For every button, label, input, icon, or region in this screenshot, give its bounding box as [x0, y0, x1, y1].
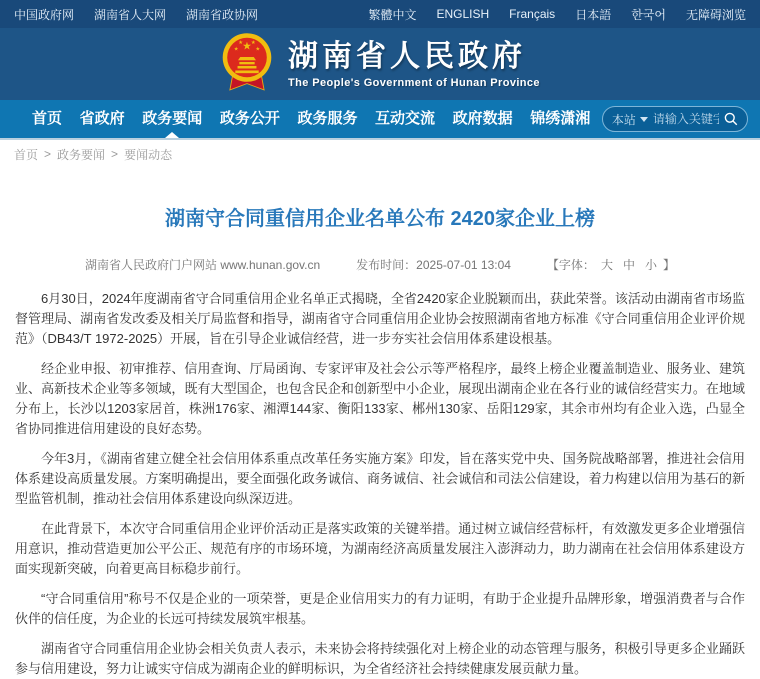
font-size-small-button[interactable]: 小	[644, 258, 657, 272]
topbar-right-links	[368, 6, 746, 23]
article-source: 湖南省人民政府门户网站 www.hunan.gov.cn	[84, 258, 321, 272]
publish-time: 发布时间：2025-07-01 13:04	[356, 258, 511, 272]
article-container	[0, 206, 760, 679]
svg-text:★: ★	[250, 40, 256, 46]
topbar-link-china-gov[interactable]: 中国政府网	[14, 7, 75, 22]
font-size-medium-button[interactable]: 中	[622, 258, 635, 272]
article-meta	[15, 256, 745, 273]
article-title: 湖南守合同重信用企业名单公布 2420家企业上榜	[164, 208, 596, 230]
caret-down-icon	[640, 117, 648, 122]
breadcrumb	[0, 140, 760, 168]
nav-item-splendid-xiaoxiang[interactable]: 锦绣潇湘	[530, 110, 591, 127]
svg-text:★: ★	[242, 40, 252, 53]
breadcrumb-separator: >	[111, 147, 119, 161]
search-icon[interactable]	[724, 112, 738, 126]
topbar-link-hunan-cppcc[interactable]: 湖南省政协网	[186, 7, 259, 22]
nav-item-home[interactable]: 首页	[32, 110, 63, 127]
breadcrumb-home[interactable]: 首页	[14, 147, 39, 162]
nav-item-interaction[interactable]: 互动交流	[375, 110, 436, 127]
site-masthead	[0, 28, 760, 100]
font-size-prefix: 【字体：	[546, 258, 595, 272]
top-utility-bar	[0, 0, 760, 28]
article-paragraph: 经企业申报、初审推荐、信用查询、厅局函询、专家评审及社会公示等严格程序，最终上榜企业覆盖制造业、服务业、建筑业、高新技术企业等多领域，既有大型国企，也包含民企和创新型中小企业，展现出湖南企业在各行业的诚信经营实力。在地域分布上，长沙以1203家居首，株洲176家、湘潭144家、衡阳133家、郴州130家、岳阳129家，其余市州均有企业入选，凸显全省协同推进信用建设的良好态势。	[15, 361, 745, 436]
article-body	[15, 289, 745, 679]
masthead-titles	[288, 40, 540, 89]
topbar-link-accessibility[interactable]: 无障碍浏览	[685, 7, 746, 22]
font-size-large-button[interactable]: 大	[600, 258, 613, 272]
nav-item-information-disclosure[interactable]: 政务公开	[219, 110, 280, 127]
site-subtitle: The People's Government of Hunan Province	[288, 76, 540, 89]
topbar-link-hunan-npc[interactable]: 湖南省人大网	[94, 7, 167, 22]
breadcrumb-current-news-dynamics: 要闻动态	[124, 147, 173, 162]
svg-text:★: ★	[233, 46, 239, 53]
article-paragraph: 在此背景下，本次守合同重信用企业评价活动正是落实政策的关键举措。通过树立诚信经营标杆，有效激发更多企业增强信用意识，推动营造更加公平公正、规范有序的市场环境，为湖南经济高质量发展注入澎湃动力，助力湖南在社会信用体系建设方面实现新突破，向着更高目标稳步前行。	[15, 521, 745, 576]
svg-text:★: ★	[255, 46, 261, 53]
breadcrumb-government-news[interactable]: 政务要闻	[57, 147, 106, 162]
site-title: 湖南省人民政府	[288, 39, 527, 73]
font-size-controls	[547, 256, 675, 273]
topbar-link-french[interactable]: Français	[509, 7, 556, 21]
article-paragraph: 湖南省守合同重信用企业协会相关负责人表示，未来协会将持续强化对上榜企业的动态管理与服务，积极引导更多企业踊跃参与信用建设，努力让诚实守信成为湖南企业的鲜明标识，为全省经济社会持续健康发展贡献力量。	[15, 641, 745, 676]
topbar-link-traditional-chinese[interactable]: 繁體中文	[368, 7, 417, 22]
nav-item-provincial-government[interactable]: 省政府	[79, 110, 125, 127]
nav-item-government-services[interactable]: 政务服务	[297, 110, 358, 127]
topbar-link-japanese[interactable]: 日本語	[575, 7, 612, 22]
breadcrumb-separator: >	[44, 147, 52, 161]
search-scope-dropdown[interactable]	[612, 111, 648, 128]
font-size-suffix: 】	[662, 258, 675, 272]
article-paragraph: 今年3月，《湖南省建立健全社会信用体系重点改革任务实施方案》印发，旨在落实党中央、国务院战略部署，推进社会信用体系建设高质量发展。方案明确提出，要全面强化政务诚信、商务诚信、社会诚信和司法公信建设，着力构建以信用为基石的新型监管机制，推动社会信用体系建设向纵深迈进。	[15, 451, 745, 506]
topbar-left-links	[14, 6, 258, 23]
svg-text:★: ★	[238, 40, 244, 46]
topbar-link-korean[interactable]: 한국어	[631, 7, 666, 22]
article-paragraph: “守合同重信用”称号不仅是企业的一项荣誉，更是企业信用实力的有力证明，有助于企业提升品牌形象，增强消费者与合作伙伴的信任度，为企业的长远可持续发展筑牢根基。	[15, 591, 745, 626]
national-emblem-icon	[220, 30, 274, 94]
main-nav	[0, 100, 760, 140]
nav-item-government-data[interactable]: 政府数据	[452, 110, 513, 127]
topbar-link-english[interactable]: ENGLISH	[436, 7, 490, 21]
site-search-box[interactable]	[602, 106, 748, 132]
nav-item-government-news[interactable]: 政务要闻	[136, 100, 208, 138]
article-paragraph: 6月30日，2024年度湖南省守合同重信用企业名单正式揭晓，全省2420家企业脱颖而出，获此荣誉。该活动由湖南省市场监督管理局、湖南省发改委及相关厅局监督和指导，湖南省守合同重信用企业协会按照湖南省地方标准《守合同重信用企业评价规范》（DB43/T 1972-2025）开展，旨在引导企业诚信经营，进一步夯实社会信用体系建设根基。	[15, 291, 745, 346]
search-input[interactable]	[653, 112, 719, 126]
search-scope-label: 本站	[611, 112, 636, 127]
